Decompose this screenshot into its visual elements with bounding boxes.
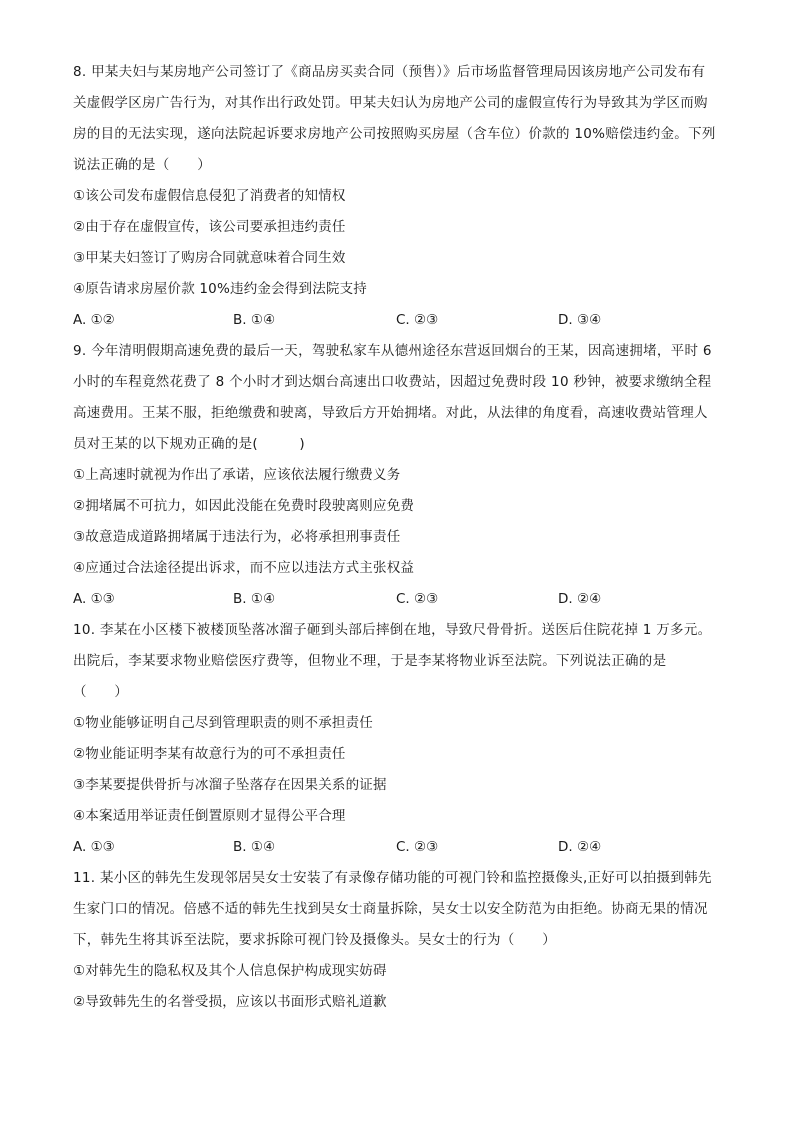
option-d[interactable]: D. ②④ bbox=[558, 591, 602, 607]
question-11 bbox=[73, 868, 723, 1023]
option-a[interactable]: A. ①③ bbox=[73, 839, 115, 855]
option-c[interactable]: C. ②③ bbox=[396, 839, 439, 855]
statement: ③故意造成道路拥堵属于违法行为，必将承担刑事责任 bbox=[73, 529, 401, 545]
stem-line: 关虚假学区房广告行为，对其作出行政处罚。甲某夫妇认为房地产公司的虚假宣传行为导致其为学区而购 bbox=[73, 95, 708, 111]
option-d[interactable]: D. ②④ bbox=[558, 839, 602, 855]
option-a[interactable]: A. ①③ bbox=[73, 591, 115, 607]
exam-page bbox=[73, 62, 723, 1023]
statement: ①物业能够证明自己尽到管理职责的则不承担责任 bbox=[73, 715, 374, 731]
statement: ②拥堵属不可抗力，如因此没能在免费时段驶离则应免费 bbox=[73, 498, 415, 514]
statement: ③甲某夫妇签订了购房合同就意味着合同生效 bbox=[73, 250, 346, 266]
question-stem bbox=[73, 868, 723, 961]
statement: ①对韩先生的隐私权及其个人信息保护构成现实妨碍 bbox=[73, 963, 387, 979]
statement: ③李某要提供骨折与冰溜子坠落存在因果关系的证据 bbox=[73, 777, 387, 793]
statement: ①该公司发布虚假信息侵犯了消费者的知情权 bbox=[73, 188, 346, 204]
question-stem bbox=[73, 620, 723, 713]
option-c[interactable]: C. ②③ bbox=[396, 312, 439, 328]
statement: ④原告请求房屋价款 10%违约金会得到法院支持 bbox=[73, 281, 367, 297]
stem-line: 11. 某小区的韩先生发现邻居吴女士安装了有录像存储功能的可视门铃和监控摄像头,正好可以拍摄到韩先 bbox=[73, 870, 712, 886]
question-stem bbox=[73, 62, 723, 186]
stem-line: 9. 今年清明假期高速免费的最后一天，驾驶私家车从德州途径东营返回烟台的王某，因高速拥堵，平时 6 bbox=[73, 343, 712, 359]
statement: ②导致韩先生的名誉受损，应该以书面形式赔礼道歉 bbox=[73, 994, 387, 1010]
option-b[interactable]: B. ①④ bbox=[233, 591, 276, 607]
option-a[interactable]: A. ①② bbox=[73, 312, 115, 328]
question-10 bbox=[73, 620, 723, 868]
stem-line: （ ） bbox=[73, 684, 129, 700]
option-d[interactable]: D. ③④ bbox=[558, 312, 602, 328]
stem-line: 下，韩先生将其诉至法院，要求拆除可视门铃及摄像头。吴女士的行为（ ） bbox=[73, 932, 556, 948]
question-8 bbox=[73, 62, 723, 341]
answer-options bbox=[73, 310, 723, 341]
statement: ④本案适用举证责任倒置原则才显得公平合理 bbox=[73, 808, 346, 824]
question-9 bbox=[73, 341, 723, 620]
answer-options bbox=[73, 589, 723, 620]
answer-options bbox=[73, 837, 723, 868]
stem-line: 8. 甲某夫妇与某房地产公司签订了《商品房买卖合同（预售）》后市场监督管理局因该房地产公司发布有 bbox=[73, 64, 706, 80]
option-c[interactable]: C. ②③ bbox=[396, 591, 439, 607]
option-b[interactable]: B. ①④ bbox=[233, 312, 276, 328]
statement: ②物业能证明李某有故意行为的可不承担责任 bbox=[73, 746, 346, 762]
stem-line: 10. 李某在小区楼下被楼顶坠落冰溜子砸到头部后摔倒在地，导致尺骨骨折。送医后住院花掉 1 万多元。 bbox=[73, 622, 712, 638]
statement: ④应通过合法途径提出诉求，而不应以违法方式主张权益 bbox=[73, 560, 415, 576]
statement: ①上高速时就视为作出了承诺，应该依法履行缴费义务 bbox=[73, 467, 401, 483]
stem-line: 说法正确的是（ ） bbox=[73, 157, 211, 173]
stem-line: 小时的车程竟然花费了 8 个小时才到达烟台高速出口收费站，因超过免费时段 10 秒钟，被要求缴纳全程 bbox=[73, 374, 712, 390]
option-b[interactable]: B. ①④ bbox=[233, 839, 276, 855]
stem-line: 出院后，李某要求物业赔偿医疗费等，但物业不理，于是李某将物业诉至法院。下列说法正确的是 bbox=[73, 653, 667, 669]
stem-line: 高速费用。王某不服，拒绝缴费和驶离，导致后方开始拥堵。对此，从法律的角度看，高速收费站管理人 bbox=[73, 405, 708, 421]
statement: ②由于存在虚假宣传，该公司要承担违约责任 bbox=[73, 219, 346, 235]
stem-line: 房的目的无法实现，遂向法院起诉要求房地产公司按照购买房屋（含车位）价款的 10%赔偿违约金。下列 bbox=[73, 126, 716, 142]
question-stem bbox=[73, 341, 723, 465]
stem-line: 员对王某的以下规劝正确的是( ) bbox=[73, 436, 305, 452]
stem-line: 生家门口的情况。倍感不适的韩先生找到吴女士商量拆除，吴女士以安全防范为由拒绝。协商无果的情况 bbox=[73, 901, 708, 917]
